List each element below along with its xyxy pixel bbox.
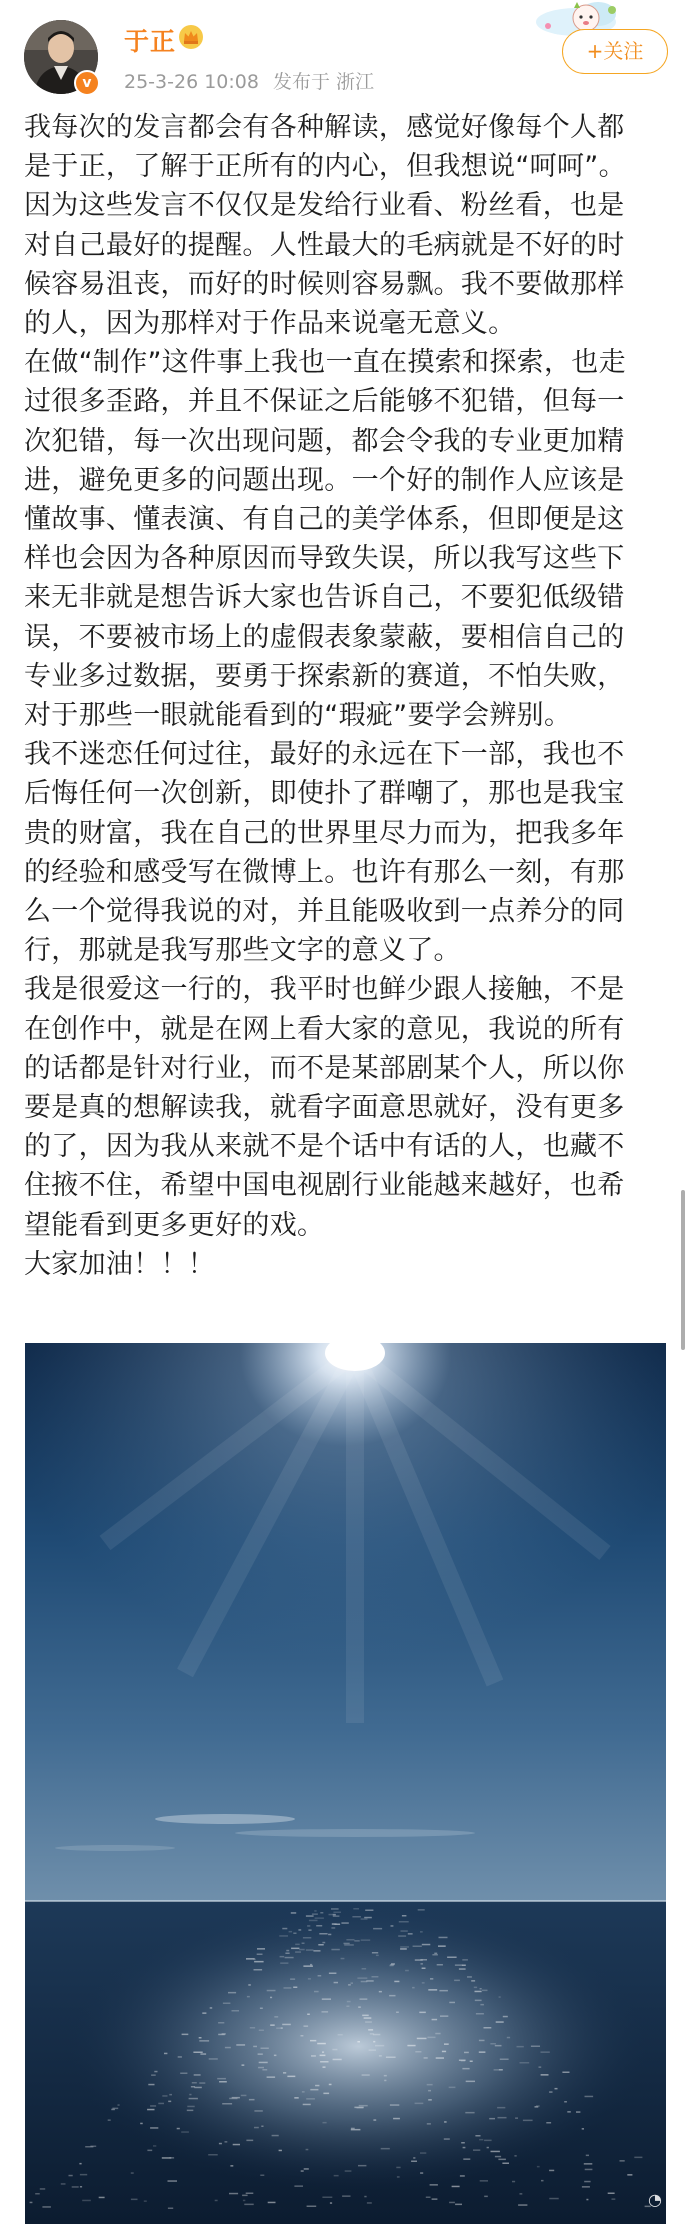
post-text-line: 候容易沮丧，而好的时候则容易飘。我不要做那样 [24, 268, 625, 300]
post-text-line: 进，避免更多的问题出现。一个好的制作人应该是 [24, 464, 625, 496]
post-text-line: 我每次的发言都会有各种解读，感觉好像每个人都 [24, 112, 625, 143]
watermark-icon: ◔ [648, 2190, 662, 2209]
post-header [0, 0, 690, 100]
post-text-line: 望能看到更多更好的戏。 [24, 1209, 325, 1241]
post-text-line: 住掖不住，希望中国电视剧行业能越来越好，也希 [24, 1170, 625, 1202]
crown-icon [178, 24, 204, 54]
post-text-line: 次犯错，每一次出现问题，都会令我的专业更加精 [24, 425, 625, 457]
post-text-line: 么一个觉得我说的对，并且能吸收到一点养分的同 [24, 896, 625, 928]
post-timestamp: 25-3-26 10:08 [124, 71, 259, 93]
scrollbar[interactable] [681, 1190, 685, 1350]
post-text-line: 要是真的想解读我，就看字面意思就好，没有更多 [24, 1092, 625, 1124]
post-text-line: 的了，因为我从来就不是个话中有话的人，也藏不 [24, 1131, 625, 1163]
post-text-line: 贵的财富，我在自己的世界里尽力而为，把我多年 [24, 817, 625, 849]
post-text-line: 误，不要被市场上的虚假表象蒙蔽，要相信自己的 [24, 621, 625, 653]
post-text-line: 对于那些一眼就能看到的“瑕疵”要学会辨别。 [24, 700, 572, 732]
post-text-line: 来无非就是想告诉大家也告诉自己，不要犯低级错 [24, 582, 625, 614]
post-text-line: 在做“制作”这件事上我也一直在摸索和探索，也走 [24, 347, 626, 379]
post-photo[interactable] [25, 1343, 666, 2224]
author-name[interactable]: 于正 [124, 27, 177, 56]
post-meta [124, 67, 388, 94]
post-text-line: 行，那就是我写那些文字的意义了。 [24, 935, 461, 967]
post-text-line: 样也会因为各种原因而导致失误，所以我写这些下 [24, 543, 625, 575]
post-text-line: 的话都是针对行业，而不是某部剧某个人，所以你 [24, 1052, 625, 1084]
post-text-line: 因为这些发言不仅仅是发给行业看、粉丝看，也是 [24, 190, 625, 222]
follow-button[interactable]: +关注 [562, 29, 668, 74]
verified-badge-icon: v [74, 70, 100, 96]
post-text-line: 过很多歪路，并且不保证之后能够不犯错，但每一 [24, 386, 625, 418]
post-body [24, 108, 664, 1284]
post-text-line: 的经验和感受写在微博上。也许有那么一刻，有那 [24, 856, 625, 888]
post-text-line: 我是很爱这一行的，我平时也鲜少跟人接触，不是 [24, 974, 625, 1006]
post-text-line: 对自己最好的提醒。人性最大的毛病就是不好的时 [24, 229, 625, 261]
post-text-line: 专业多过数据，要勇于探索新的赛道，不怕失败， [24, 660, 625, 692]
post-text-line: 的人，因为那样对于作品来说毫无意义。 [24, 308, 516, 340]
post-text-line: 我不迷恋任何过往，最好的永远在下一部，我也不 [24, 739, 625, 771]
post-text-line: 懂故事、懂表演、有自己的美学体系，但即便是这 [24, 504, 625, 536]
post-location: 发布于 浙江 [272, 71, 374, 93]
post-text-line: 大家加油！！！ [24, 1248, 216, 1280]
post-text-line: 在创作中，就是在网上看大家的意见，我说的所有 [24, 1013, 625, 1045]
post-text-line: 是于正，了解于正所有的内心，但我想说“呵呵”。 [24, 151, 626, 183]
post-text-line: 后悔任何一次创新，即使扑了群嘲了，那也是我宝 [24, 778, 625, 810]
